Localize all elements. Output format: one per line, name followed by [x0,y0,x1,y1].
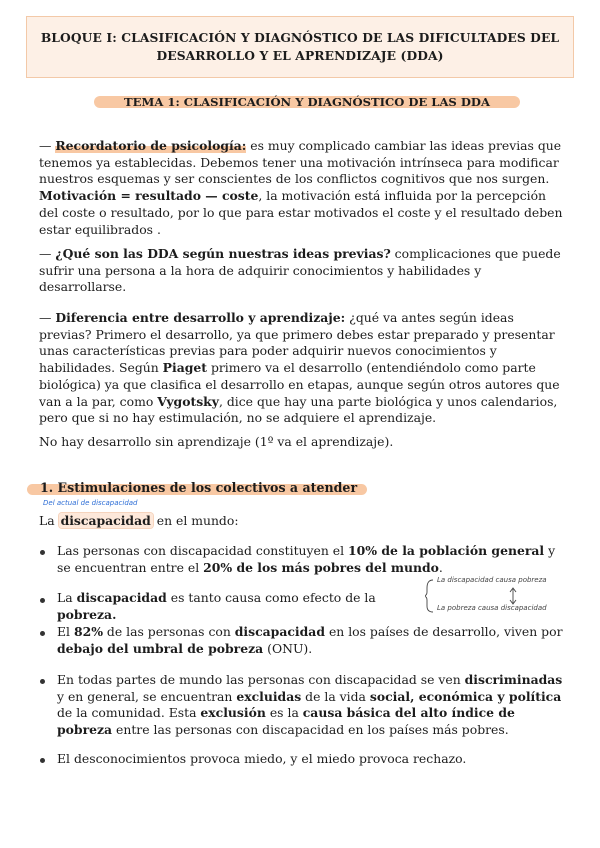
section-heading [27,478,367,500]
piaget-name: Piaget [162,360,207,376]
topic-heading [94,93,520,113]
annotation-bottom: La pobreza causa discapacidad [437,604,547,612]
block-title-line-2: DESARROLLO Y EL APRENDIZAJE (DDA) [156,48,444,63]
motivation-text: , la motivación está influida por la percepción del coste o resultado, por lo que para estar motivados el coste y el resultado deben estar equilibrados . [39,188,563,237]
topic-title: TEMA 1: CLASIFICACIÓN Y DIAGNÓSTICO DE LAS DDA [124,95,490,109]
section-intro [39,512,239,529]
paragraph-development-learning [39,310,569,427]
difference-text-3: , dice que hay una parte biológica y unos calendarios, pero que si no hay estimulación, no se adquiere el aprendizaje. [39,393,558,426]
list-item: En todas partes de mundo las personas con discapacidad se ven discriminadas y en general, se encuentran excluidas de la vida social, económica y política de la comunidad. Esta exclusión es la causa básica del alto índice de pobreza entre las personas con discapacidad en los países más pobres. [57,672,563,738]
dda-answer: complicaciones que puede sufrir una persona a la hora de adquirir conocimientos y habilidades y desarrollarse. [39,246,561,295]
dash: — [39,246,56,261]
block-header [26,16,574,78]
vygotsky-name: Vygotsky [157,393,219,409]
list-item: Las personas con discapacidad constituyen el 10% de la población general y se encuentran entre el 20% de los más pobres del mundo. [57,543,556,575]
paragraph-dda-ideas [39,246,569,296]
dash: — [39,138,56,153]
difference-text: ¿qué va antes según ideas previas? Primero el desarrollo, ya que primero debes estar preparado y presentar unas características previas para poder adquirir nuevos conocimientos y habilidades. Según [39,310,555,376]
bullet-dot-icon [40,758,45,763]
intro-post: en el mundo: [152,513,239,528]
block-title-line-1: BLOQUE I: CLASIFICACIÓN Y DIAGNÓSTICO DE LAS DIFICULTADES DEL [40,30,560,45]
difference-text-2: primero va el desarrollo (entendiéndolo como parte biológica) ya que clasifica el desarrollo en etapas, aunque según otros autores que van a la par, como [39,360,560,409]
section-title: 1. Estimulaciones de los colectivos a atender [40,480,358,495]
intro-keyword: discapacidad [60,513,151,528]
dda-question: ¿Qué son las DDA según nuestras ideas previas? [55,246,391,261]
annotation-top: La discapacidad causa pobreza [437,576,547,584]
list-item: El 82% de las personas con discapacidad en los países de desarrollo, viven por debajo del umbral de pobreza (ONU). [57,624,563,656]
bullet-dot-icon [40,550,45,555]
handwritten-note: Del actual de discapacidad [43,499,138,507]
psychology-label: Recordatorio de psicología: [55,138,247,153]
paragraph-psychology [39,138,569,238]
bullet-dot-icon [40,631,45,636]
list-item: La discapacidad es tanto causa como efecto de la pobreza. [57,590,376,622]
psychology-text: es muy complicado cambiar las ideas previas que tenemos ya establecidas. Debemos tener una motivación intrínseca para modificar nuestros esquemas y ser conscientes de los conflictos cognitivos que nos surgen. [39,138,562,187]
paragraph-conclusion: No hay desarrollo sin aprendizaje (1º va el aprendizaje). [39,434,394,449]
dash: — [39,310,56,325]
handwritten-annotation [425,574,585,618]
bullet-dot-icon [40,679,45,684]
motivation-formula: Motivación = resultado — coste [39,188,259,204]
intro-pre: La [39,513,59,528]
difference-label: Diferencia entre desarrollo y aprendizaje: [55,310,346,325]
bullet-dot-icon [40,598,45,603]
list-item: El desconocimientos provoca miedo, y el miedo provoca rechazo. [57,751,467,766]
